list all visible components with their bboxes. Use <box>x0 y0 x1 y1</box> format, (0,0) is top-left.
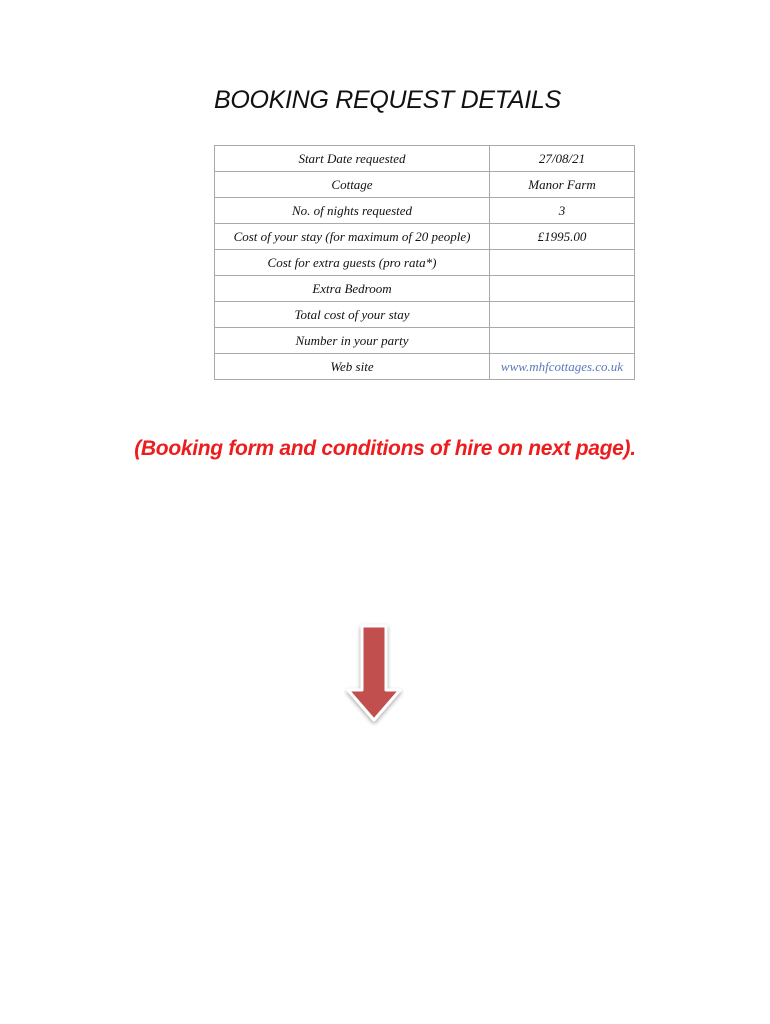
website-link[interactable]: www.mhfcottages.co.uk <box>490 354 635 380</box>
row-value: 3 <box>490 198 635 224</box>
row-label: No. of nights requested <box>215 198 490 224</box>
row-label: Cottage <box>215 172 490 198</box>
table-row-extra-bedroom <box>215 276 635 302</box>
table-row-total-cost <box>215 302 635 328</box>
row-label: Extra Bedroom <box>215 276 490 302</box>
table-row-cost-of-stay <box>215 224 635 250</box>
table-row-nights <box>215 198 635 224</box>
row-value <box>490 328 635 354</box>
row-value <box>490 250 635 276</box>
next-page-notice: (Booking form and conditions of hire on next page). <box>134 437 636 460</box>
row-value <box>490 276 635 302</box>
row-label: Cost for extra guests (pro rata*) <box>215 250 490 276</box>
down-arrow-icon <box>344 620 404 730</box>
table-row-start-date <box>215 146 635 172</box>
row-value: Manor Farm <box>490 172 635 198</box>
row-label: Number in your party <box>215 328 490 354</box>
row-label: Start Date requested <box>215 146 490 172</box>
table-row-website <box>215 354 635 380</box>
row-label: Total cost of your stay <box>215 302 490 328</box>
booking-details-table <box>214 145 635 380</box>
table-row-extra-guests <box>215 250 635 276</box>
table-row-cottage <box>215 172 635 198</box>
row-value: £1995.00 <box>490 224 635 250</box>
row-label: Cost of your stay (for maximum of 20 people) <box>215 224 490 250</box>
row-label: Web site <box>215 354 490 380</box>
table-row-party-size <box>215 328 635 354</box>
row-value <box>490 302 635 328</box>
row-value: 27/08/21 <box>490 146 635 172</box>
page-title: BOOKING REQUEST DETAILS <box>214 86 561 114</box>
